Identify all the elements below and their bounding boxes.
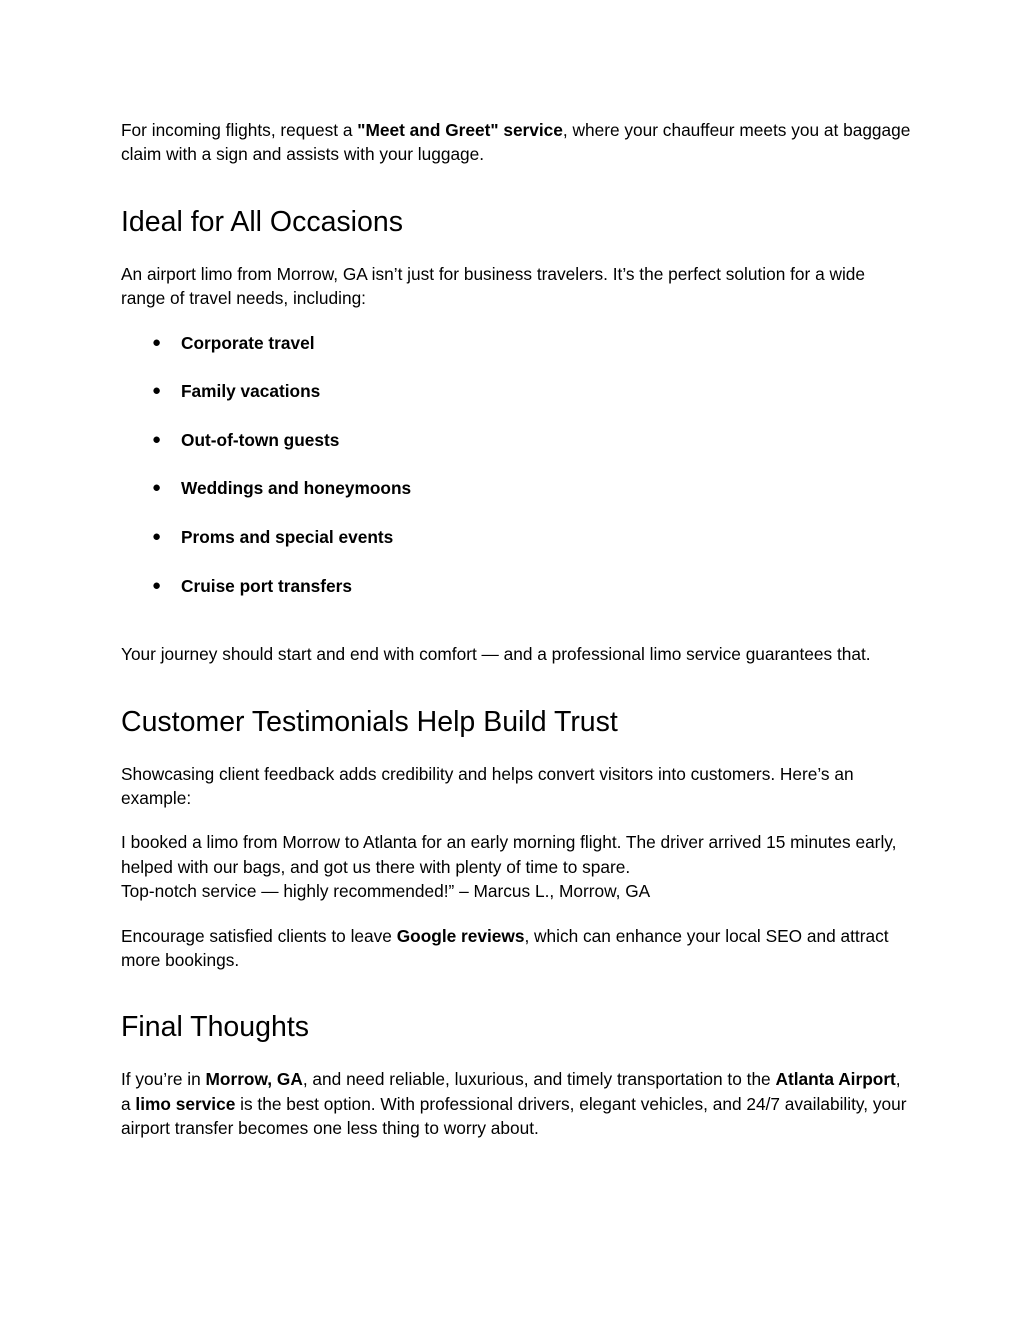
list-item-label: Proms and special events (181, 527, 394, 547)
bullet-icon: ● (152, 479, 162, 497)
reviews-text-start: Encourage satisfied clients to leave (121, 925, 397, 946)
intro-paragraph (121, 118, 911, 167)
list-item-label: Corporate travel (181, 332, 315, 353)
occasions-closing: Your journey should start and end with comfort — and a professional limo service guarantees that. (121, 644, 871, 665)
intro-text-start: For incoming flights, request a (121, 120, 358, 140)
final-bold-airport: Atlanta Airport (775, 1069, 896, 1090)
bullet-icon: ● (152, 576, 162, 594)
list-item (121, 574, 911, 623)
intro-bold-service: "Meet and Greet" service (357, 120, 563, 140)
list-item (121, 476, 911, 525)
final-text-1: If you’re in (121, 1069, 206, 1090)
final-text-4: is the best option. With professional drivers, elegant vehicles, and 24/7 availability, your airport transfer becomes one less thing to worry about. (121, 1093, 907, 1139)
list-item-label: Cruise port transfers (181, 575, 352, 596)
occasions-list (121, 331, 911, 623)
bullet-icon: ● (152, 333, 162, 351)
testimonial-quote (121, 830, 911, 903)
testimonials-heading: Customer Testimonials Help Build Trust (121, 705, 618, 738)
list-item (121, 525, 911, 574)
bullet-icon: ● (152, 382, 162, 400)
final-bold-service: limo service (135, 1093, 236, 1114)
final-text-3: , a (121, 1069, 901, 1114)
reviews-bold-google: Google reviews (396, 925, 525, 946)
document-page (121, 118, 911, 1141)
list-item (121, 428, 911, 477)
reviews-text-end: , which can enhance your local SEO and attract more bookings. (121, 925, 889, 971)
final-text-2: , and need reliable, luxurious, and timely transportation to the (302, 1069, 776, 1090)
occasions-heading: Ideal for All Occasions (121, 205, 403, 238)
quote-text: I booked a limo from Morrow to Atlanta for an early morning flight. The driver arrived 15 minutes early, helped with our bags, and got us there with plenty of time to spare. (121, 832, 897, 877)
final-heading: Final Thoughts (121, 1011, 310, 1044)
quote-attribution: Top-notch service — highly recommended!” – Marcus L., Morrow, GA (121, 881, 651, 902)
list-item-label: Out-of-town guests (181, 429, 340, 450)
bullet-icon: ● (152, 430, 162, 448)
list-item-label: Weddings and honeymoons (181, 478, 412, 499)
intro-text-end: , where your chauffeur meets you at baggage claim with a sign and assists with your luggage. (121, 120, 911, 165)
final-bold-location: Morrow, GA (205, 1069, 303, 1090)
final-paragraph (121, 1067, 911, 1140)
list-item (121, 379, 911, 428)
list-item-label: Family vacations (181, 381, 321, 402)
bullet-icon: ● (152, 528, 162, 545)
occasions-lead: An airport limo from Morrow, GA isn’t just for business travelers. It’s the perfect solution for a wide range of travel needs, including: (121, 263, 866, 309)
reviews-paragraph (121, 924, 911, 973)
testimonials-lead: Showcasing client feedback adds credibility and helps convert visitors into customers. Here’s an example: (121, 763, 854, 808)
list-item (121, 331, 911, 380)
